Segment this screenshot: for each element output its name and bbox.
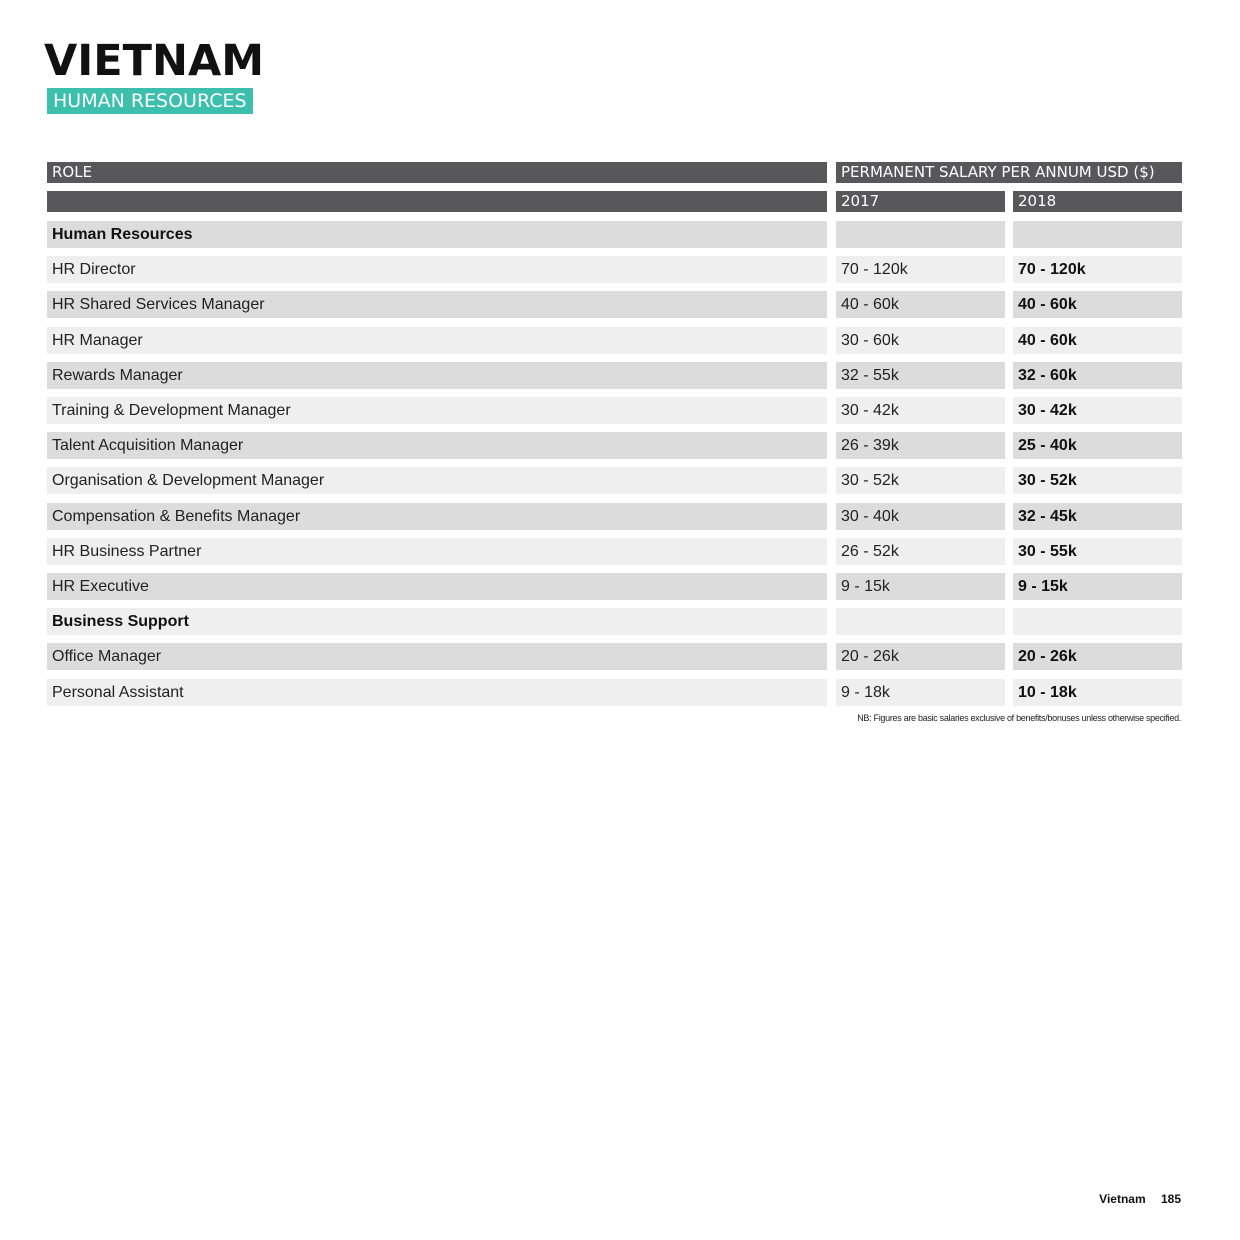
footnote: NB: Figures are basic salaries exclusive of benefits/bonuses unless otherwise specified. — [857, 713, 1181, 723]
salary-2018-cell: 25 - 40k — [1013, 432, 1182, 459]
section-subtitle: HUMAN RESOURCES — [47, 88, 253, 114]
role-column-header: ROLE — [47, 162, 827, 183]
salary-2018-cell: 10 - 18k — [1013, 679, 1182, 706]
role-cell: Office Manager — [47, 643, 827, 670]
role-cell: Rewards Manager — [47, 362, 827, 389]
salary-2017-cell: 9 - 15k — [836, 573, 1005, 600]
role-cell: Human Resources — [47, 221, 827, 248]
salary-2017-cell: 70 - 120k — [836, 256, 1005, 283]
salary-2018-cell: 30 - 55k — [1013, 538, 1182, 565]
page-title: VIETNAM — [44, 36, 265, 86]
footer-country: Vietnam — [1099, 1192, 1146, 1206]
salary-2017-cell — [836, 608, 1005, 635]
role-cell: Personal Assistant — [47, 679, 827, 706]
role-cell: Business Support — [47, 608, 827, 635]
salary-2017-cell: 32 - 55k — [836, 362, 1005, 389]
salary-2018-cell: 70 - 120k — [1013, 256, 1182, 283]
salary-2017-cell: 20 - 26k — [836, 643, 1005, 670]
salary-2017-cell: 26 - 52k — [836, 538, 1005, 565]
role-cell: HR Shared Services Manager — [47, 291, 827, 318]
role-cell: HR Executive — [47, 573, 827, 600]
salary-2018-cell: 20 - 26k — [1013, 643, 1182, 670]
year-2017-header: 2017 — [836, 191, 1005, 212]
salary-2018-cell — [1013, 221, 1182, 248]
role-cell: HR Manager — [47, 327, 827, 354]
year-2018-header: 2018 — [1013, 191, 1182, 212]
salary-2018-cell: 32 - 45k — [1013, 503, 1182, 530]
salary-2018-cell: 40 - 60k — [1013, 327, 1182, 354]
salary-2018-cell: 40 - 60k — [1013, 291, 1182, 318]
role-cell: HR Director — [47, 256, 827, 283]
role-cell: Compensation & Benefits Manager — [47, 503, 827, 530]
salary-2018-cell: 30 - 52k — [1013, 467, 1182, 494]
salary-2018-cell — [1013, 608, 1182, 635]
salary-group-header: PERMANENT SALARY PER ANNUM USD ($) — [836, 162, 1182, 183]
salary-2018-cell: 32 - 60k — [1013, 362, 1182, 389]
page-number: 185 — [1160, 1192, 1181, 1206]
salary-2018-cell: 9 - 15k — [1013, 573, 1182, 600]
salary-2017-cell: 26 - 39k — [836, 432, 1005, 459]
role-subheader-blank — [47, 191, 827, 212]
salary-2017-cell: 30 - 42k — [836, 397, 1005, 424]
salary-2017-cell — [836, 221, 1005, 248]
page-footer — [1099, 1192, 1181, 1206]
role-cell: Talent Acquisition Manager — [47, 432, 827, 459]
salary-2017-cell: 40 - 60k — [836, 291, 1005, 318]
role-cell: Training & Development Manager — [47, 397, 827, 424]
salary-2017-cell: 30 - 60k — [836, 327, 1005, 354]
role-cell: Organisation & Development Manager — [47, 467, 827, 494]
salary-2017-cell: 9 - 18k — [836, 679, 1005, 706]
salary-2017-cell: 30 - 52k — [836, 467, 1005, 494]
salary-2017-cell: 30 - 40k — [836, 503, 1005, 530]
role-cell: HR Business Partner — [47, 538, 827, 565]
salary-2018-cell: 30 - 42k — [1013, 397, 1182, 424]
